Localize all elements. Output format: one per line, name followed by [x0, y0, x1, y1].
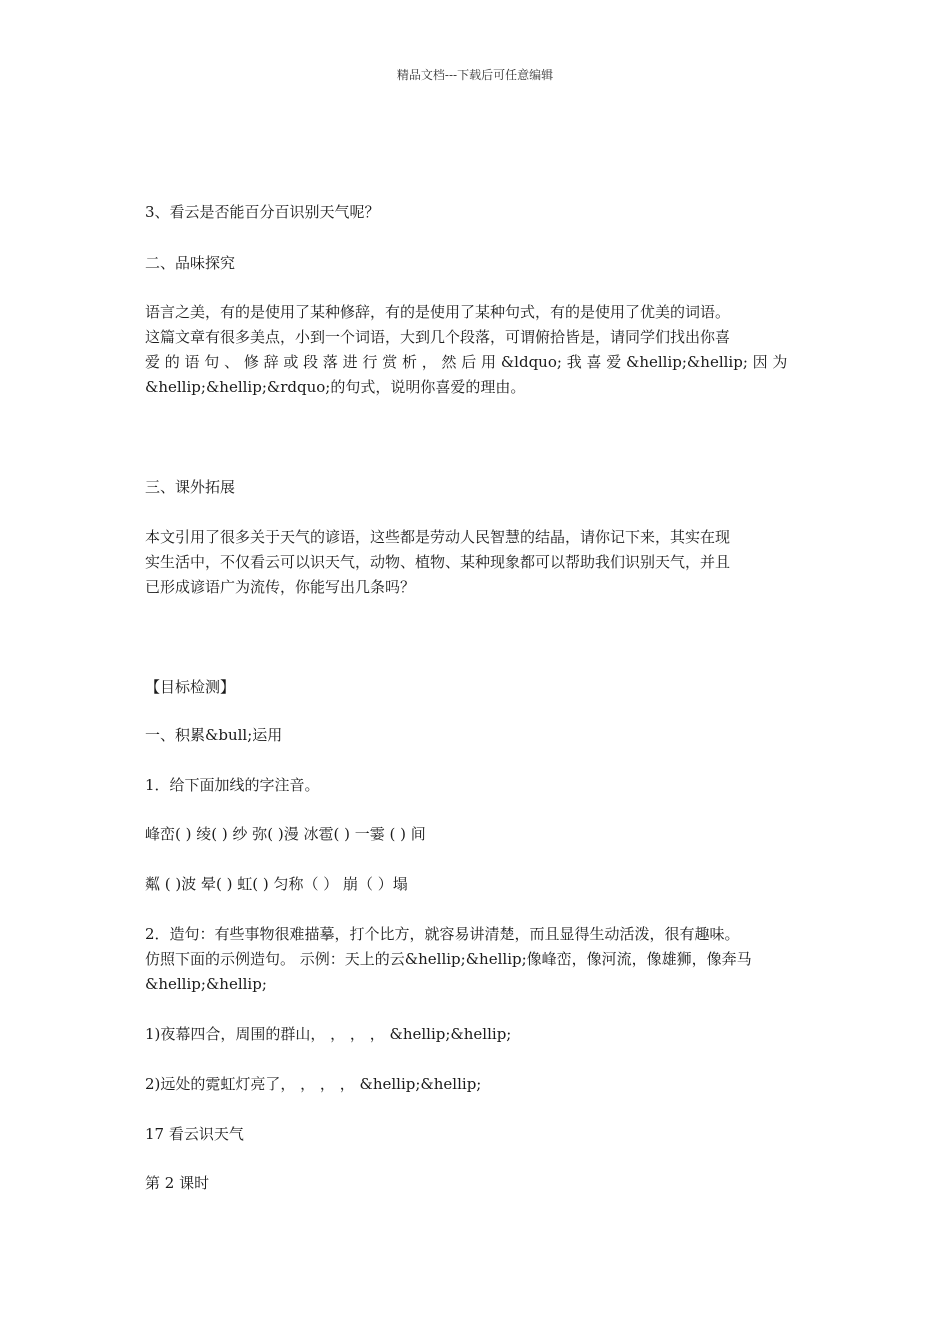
section-2-title: 二、品味探究 [145, 254, 236, 272]
item-2-line: &hellip;&hellip; [145, 975, 267, 993]
paragraph-line: 爱 的 语 句 、 修 辞 或 段 落 进 行 赏 析 ， 然 后 用 &ldquo; 我 喜 爱 &hellip;&hellip; 因 为 [145, 353, 788, 371]
paragraph-line: 实生活中，不仅看云可以识天气，动物、植物、某种现象都可以帮助我们识别天气，并且 [145, 553, 731, 571]
lesson-title: 17 看云识天气 [145, 1125, 244, 1143]
paragraph-line: 语言之美，有的是使用了某种修辞，有的是使用了某种句式，有的是使用了优美的词语。 [145, 303, 731, 321]
sentence-1: 1)夜幕四合，周围的群山， ， ， ， &hellip;&hellip; [145, 1025, 512, 1043]
pinyin-row-1: 峰峦( ) 绫( ) 纱 弥( )漫 冰雹( ) 一霎 ( ) 间 [145, 825, 426, 843]
paragraph-line: 本文引用了很多关于天气的谚语，这些都是劳动人民智慧的结晶，请你记下来，其实在现 [145, 528, 731, 546]
lesson-period: 第 2 课时 [145, 1174, 210, 1192]
page-header: 精品文档---下载后可任意编辑 [396, 68, 554, 82]
item-1: 1．给下面加线的字注音。 [145, 776, 320, 794]
paragraph-line: 这篇文章有很多美点，小到一个词语，大到几个段落，可谓俯拾皆是，请同学们找出你喜 [145, 328, 731, 346]
sentence-2: 2)远处的霓虹灯亮了， ， ， ， &hellip;&hellip; [145, 1075, 482, 1093]
question-3: 3、看云是否能百分百识别天气呢？ [145, 203, 380, 221]
subsection-1-title: 一、积累&bull;运用 [145, 726, 283, 744]
target-check-title: 【目标检测】 [145, 678, 236, 696]
section-3-title: 三、课外拓展 [145, 478, 236, 496]
item-2-line: 仿照下面的示例造句。 示例：天上的云&hellip;&hellip;像峰峦，像河流，像雄狮，像奔马 [145, 950, 752, 968]
pinyin-row-2: 粼 ( )波 晕( ) 虹( ) 匀称（ ） 崩（ ）塌 [145, 875, 408, 893]
paragraph-line: 已形成谚语广为流传，你能写出几条吗？ [145, 578, 416, 596]
item-2-line: 2．造句：有些事物很难描摹，打个比方，就容易讲清楚，而且显得生动活泼，很有趣味。 [145, 925, 740, 943]
paragraph-line: &hellip;&hellip;&rdquo;的句式，说明你喜爱的理由。 [145, 378, 526, 396]
